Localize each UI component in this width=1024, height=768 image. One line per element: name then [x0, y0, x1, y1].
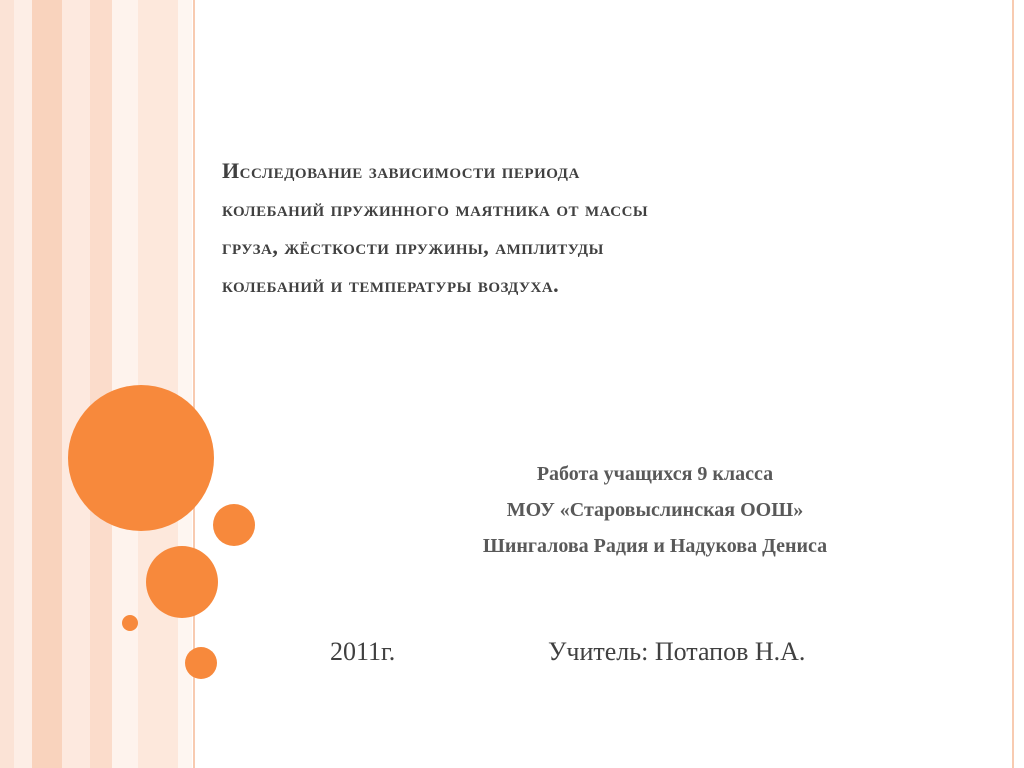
decorative-circle-large — [68, 385, 214, 531]
decorative-stripe — [62, 0, 90, 768]
slide-title: Исследование зависимости периода колебаний пружинного маятника от массы груза, жёсткости пружины, амплитуды колебаний и температуры воздуха. — [222, 158, 649, 297]
teacher-label: Учитель: Потапов Н.А. — [548, 637, 806, 666]
year-label: 2011г. — [330, 637, 396, 666]
decorative-stripe — [0, 0, 14, 768]
decorative-stripe — [14, 0, 32, 768]
decorative-circle — [213, 504, 255, 546]
subtitle-line: Шингалова Радия и Надукова Дениса — [482, 535, 828, 557]
decorative-stripe — [112, 0, 138, 768]
decorative-circle-medium — [146, 546, 218, 618]
decorative-circle-small — [122, 615, 138, 631]
decorative-stripe — [138, 0, 178, 768]
decorative-stripe — [90, 0, 112, 768]
subtitle-line: Работа учащихся 9 класса — [536, 463, 774, 485]
decorative-circle — [185, 647, 217, 679]
decorative-stripe — [32, 0, 62, 768]
slide-subtitle — [380, 456, 930, 564]
subtitle-line: МОУ «Старовыслинская ООШ» — [506, 499, 804, 521]
decorative-line — [1012, 0, 1014, 768]
